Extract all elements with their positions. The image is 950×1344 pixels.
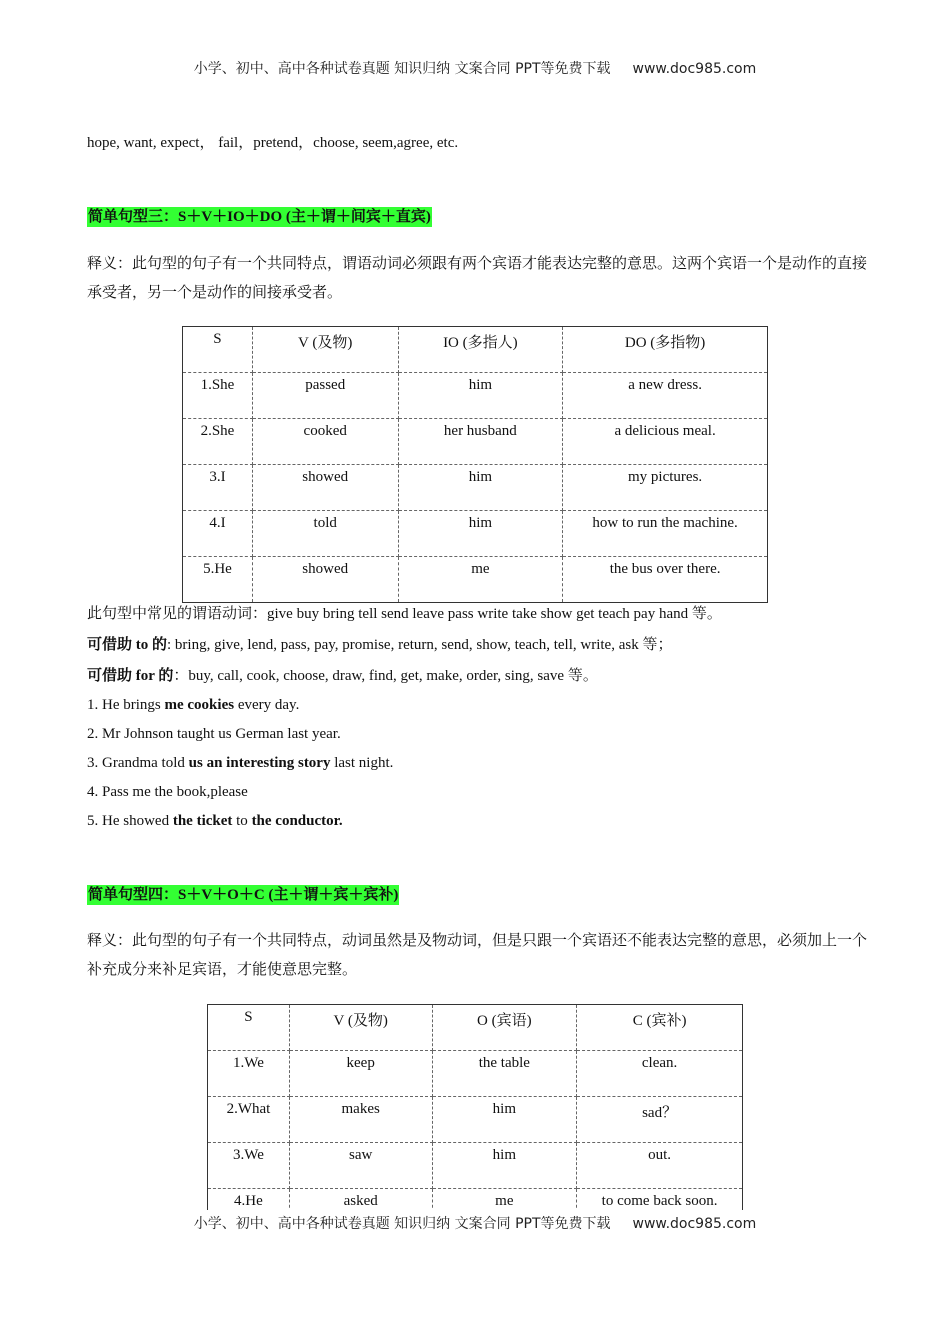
table-row bbox=[208, 1097, 743, 1143]
to-label: 可借助 to 的 bbox=[87, 637, 167, 653]
for-label: 可借助 for 的 bbox=[87, 668, 174, 684]
table-cell: out. bbox=[577, 1143, 743, 1189]
table-header-cell: V (及物) bbox=[289, 1005, 432, 1051]
example-bold: the conductor. bbox=[251, 813, 343, 829]
verbs-line: hope, want, expect， fail，pretend，choose, seem,agree, etc. bbox=[87, 135, 459, 151]
example-sentence bbox=[87, 811, 343, 831]
table-cell: to come back soon. bbox=[577, 1189, 743, 1211]
table-cell: 2.She bbox=[183, 419, 253, 465]
table-cell: told bbox=[252, 511, 398, 557]
table-cell: 4.He bbox=[208, 1189, 290, 1211]
table-header-cell: V (及物) bbox=[252, 327, 398, 373]
table-row bbox=[183, 419, 768, 465]
table-row bbox=[208, 1143, 743, 1189]
example-bold: the ticket bbox=[172, 813, 233, 829]
table-row bbox=[183, 557, 768, 603]
example-text: 3. Grandma told bbox=[87, 755, 189, 771]
table-cell: showed bbox=[252, 465, 398, 511]
example-text: last night. bbox=[330, 755, 394, 771]
example-bold: us an interesting story bbox=[188, 755, 331, 771]
table-cell: 1.She bbox=[183, 373, 253, 419]
table-cell: her husband bbox=[398, 419, 563, 465]
table-cell: a delicious meal. bbox=[563, 419, 768, 465]
table-cell: him bbox=[432, 1143, 577, 1189]
table-cell: him bbox=[398, 465, 563, 511]
table-cell: him bbox=[432, 1097, 577, 1143]
table-cell: him bbox=[398, 373, 563, 419]
section4-table-clip bbox=[207, 1004, 747, 1210]
section4-table bbox=[207, 1004, 743, 1210]
example-sentence bbox=[87, 782, 248, 802]
example-text: 5. He showed bbox=[87, 813, 173, 829]
table-cell: showed bbox=[252, 557, 398, 603]
section4-heading: 简单句型四：S＋V＋O＋C (主＋谓＋宾＋宾补) bbox=[88, 887, 399, 903]
example-sentence bbox=[87, 724, 341, 744]
table-cell: makes bbox=[289, 1097, 432, 1143]
example-text: 4. Pass me the book,please bbox=[87, 784, 248, 800]
for-verbs-text: ：buy, call, cook, choose, draw, find, get, make, order, sing, save 等。 bbox=[173, 668, 598, 684]
table-cell: the table bbox=[432, 1051, 577, 1097]
example-text: 2. Mr Johnson taught us German last year. bbox=[87, 726, 341, 742]
table-cell: clean. bbox=[577, 1051, 743, 1097]
table-header-cell: S bbox=[183, 327, 253, 373]
table-row bbox=[183, 373, 768, 419]
table-cell: him bbox=[398, 511, 563, 557]
table-row bbox=[208, 1051, 743, 1097]
table-cell: the bus over there. bbox=[563, 557, 768, 603]
table-row bbox=[208, 1189, 743, 1211]
section3-explanation: 释义：此句型的句子有一个共同特点，谓语动词必须跟有两个宾语才能表达完整的意思。这两个宾语一个是动作的直接承受者，另一个是动作的间接承受者。 bbox=[87, 256, 868, 301]
table-cell: 1.We bbox=[208, 1051, 290, 1097]
header-url[interactable]: www.doc985.com bbox=[632, 61, 757, 77]
table-header-cell: O (宾语) bbox=[432, 1005, 577, 1051]
to-verbs-text: : bring, give, lend, pass, pay, promise, return, send, show, teach, tell, write, ask 等； bbox=[167, 637, 673, 653]
table-cell: keep bbox=[289, 1051, 432, 1097]
page-header bbox=[0, 58, 950, 78]
example-sentence bbox=[87, 695, 299, 715]
section3-to-verbs bbox=[87, 635, 672, 655]
footer-text: 小学、初中、高中各种试卷真题 知识归纳 文案合同 PPT等免费下载 bbox=[193, 1216, 611, 1232]
table-cell: 3.We bbox=[208, 1143, 290, 1189]
table-header-cell: C (宾补) bbox=[577, 1005, 743, 1051]
example-text: 1. He brings bbox=[87, 697, 165, 713]
table-row bbox=[183, 511, 768, 557]
table-cell: a new dress. bbox=[563, 373, 768, 419]
table-header-row bbox=[208, 1005, 743, 1051]
example-text: to bbox=[232, 813, 252, 829]
table-cell: asked bbox=[289, 1189, 432, 1211]
table-cell: me bbox=[432, 1189, 577, 1211]
header-text: 小学、初中、高中各种试卷真题 知识归纳 文案合同 PPT等免费下载 bbox=[193, 61, 611, 77]
section3-heading: 简单句型三：S＋V＋IO＋DO (主＋谓＋间宾＋直宾) bbox=[88, 209, 431, 225]
section4-explanation: 释义：此句型的句子有一个共同特点，动词虽然是及物动词，但是只跟一个宾语还不能表达完整的意思，必须加上一个补充成分来补足宾语，才能使意思完整。 bbox=[87, 933, 868, 978]
table-header-cell: IO (多指人) bbox=[398, 327, 563, 373]
table-cell: me bbox=[398, 557, 563, 603]
section3-common-verbs: 此句型中常见的谓语动词：give buy bring tell send leave pass write take show get teach pay hand 等。 bbox=[87, 606, 722, 622]
section3-for-verbs bbox=[87, 666, 598, 686]
page-footer bbox=[0, 1213, 950, 1233]
section3-table bbox=[182, 326, 768, 603]
table-cell: my pictures. bbox=[563, 465, 768, 511]
table-cell: passed bbox=[252, 373, 398, 419]
table-cell: 2.What bbox=[208, 1097, 290, 1143]
table-header-row bbox=[183, 327, 768, 373]
example-text: every day. bbox=[234, 697, 300, 713]
table-cell: 5.He bbox=[183, 557, 253, 603]
example-sentence bbox=[87, 753, 393, 773]
table-cell: sad？ bbox=[577, 1097, 743, 1143]
table-header-cell: S bbox=[208, 1005, 290, 1051]
table-row bbox=[183, 465, 768, 511]
table-cell: 4.I bbox=[183, 511, 253, 557]
table-cell: cooked bbox=[252, 419, 398, 465]
table-cell: 3.I bbox=[183, 465, 253, 511]
table-cell: how to run the machine. bbox=[563, 511, 768, 557]
table-header-cell: DO (多指物) bbox=[563, 327, 768, 373]
table-cell: saw bbox=[289, 1143, 432, 1189]
footer-url[interactable]: www.doc985.com bbox=[632, 1216, 757, 1232]
example-bold: me cookies bbox=[164, 697, 235, 713]
